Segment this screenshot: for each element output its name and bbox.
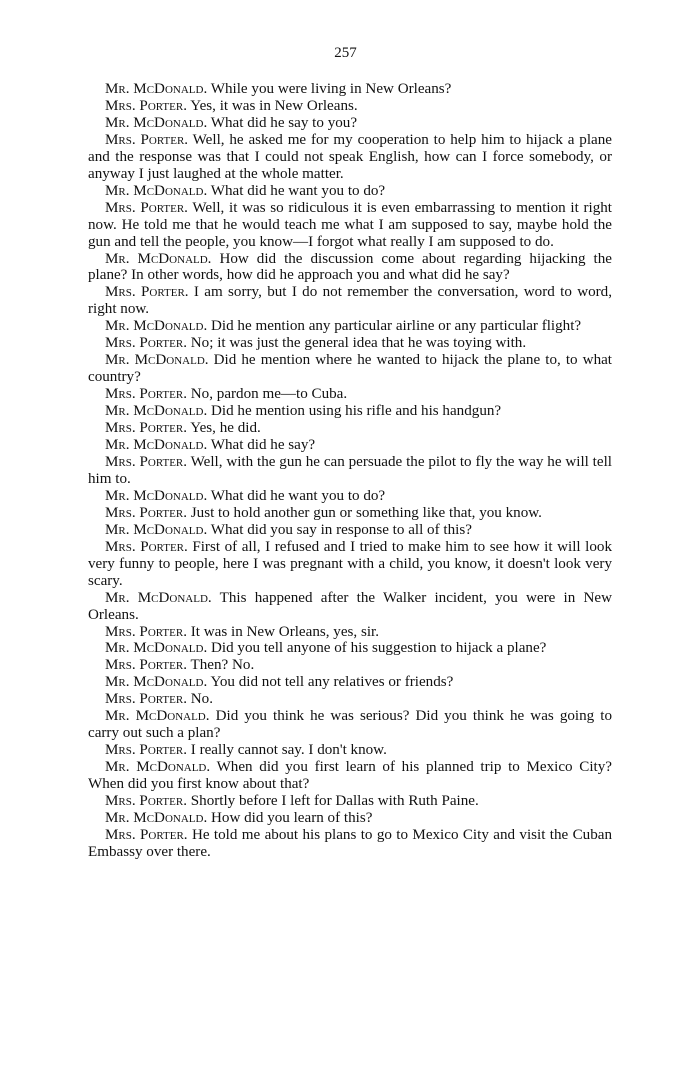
testimony-paragraph [88, 742, 612, 759]
testimony-paragraph [88, 132, 612, 183]
speaker-label: Mr. McDonald. [105, 318, 208, 335]
testimony-text: Well, he asked me for my cooperation to help him to hijack a plane and the response was that I could not speak English, how can I force somebody, or anyway I just laughed at the whole matter. [88, 131, 612, 182]
testimony-text: Yes, he did. [190, 420, 261, 437]
testimony-paragraph [88, 420, 612, 437]
testimony-text: Well, with the gun he can persuade the pilot to fly the way he will tell him to. [88, 453, 612, 487]
testimony-paragraph [88, 454, 612, 488]
speaker-label: Mr. McDonald. [105, 809, 208, 826]
testimony-text: This happened after the Walker incident, you were in New Orleans. [88, 589, 612, 623]
testimony-paragraph [88, 98, 612, 115]
testimony-text: While you were living in New Orleans? [210, 81, 452, 97]
testimony-paragraph [88, 352, 612, 386]
testimony-paragraph [88, 640, 612, 657]
testimony-paragraph [88, 200, 612, 251]
testimony-paragraph [88, 403, 612, 420]
speaker-label: Mr. McDonald. [105, 521, 208, 538]
testimony-paragraph [88, 335, 612, 352]
testimony-text: Did he mention using his rifle and his handgun? [211, 403, 502, 420]
speaker-label: Mrs. Porter. [105, 284, 189, 301]
speaker-label: Mr. McDonald. [105, 352, 209, 369]
testimony-text: No, pardon me—to Cuba. [190, 386, 348, 403]
testimony-paragraph [88, 284, 612, 318]
speaker-label: Mrs. Porter. [105, 623, 187, 640]
testimony-paragraph [88, 386, 612, 403]
testimony-text: What did he say to you? [210, 114, 358, 131]
speaker-label: Mrs. Porter. [105, 826, 188, 843]
testimony-text: Did you tell anyone of his suggestion to hijack a plane? [211, 640, 547, 657]
testimony-text: Well, it was so ridiculous it is even embarrassing to mention it right now. He told me that he would teach me what I am supposed to say, maybe hold the gun and tell the people, you know—I forgot what really I am supposed to do. [88, 199, 612, 250]
speaker-label: Mrs. Porter. [105, 386, 187, 403]
testimony-text: I really cannot say. I don't know. [190, 742, 387, 759]
page-number: 257 [334, 45, 357, 61]
testimony-paragraph [88, 183, 612, 200]
speaker-label: Mrs. Porter. [105, 657, 187, 674]
testimony-text: You did not tell any relatives or friends? [210, 674, 454, 691]
speaker-label: Mr. McDonald. [105, 759, 211, 776]
speaker-label: Mrs. Porter. [105, 504, 187, 521]
speaker-label: Mr. McDonald. [105, 182, 208, 199]
speaker-label: Mrs. Porter. [105, 420, 187, 437]
speaker-label: Mr. McDonald. [105, 403, 208, 420]
testimony-paragraph [88, 657, 612, 674]
speaker-label: Mr. McDonald. [105, 487, 208, 504]
testimony-text: It was in New Orleans, yes, sir. [190, 623, 379, 640]
testimony-text: Did you think he was serious? Did you think he was going to carry out such a plan? [88, 708, 613, 742]
speaker-label: Mrs. Porter. [105, 199, 188, 216]
testimony-paragraph [88, 590, 612, 624]
speaker-label: Mr. McDonald. [105, 81, 208, 97]
testimony-paragraph [88, 81, 612, 98]
testimony-paragraph [88, 505, 612, 522]
testimony-paragraph [88, 691, 612, 708]
testimony-text: How did you learn of this? [211, 809, 373, 826]
testimony-text: When did you first learn of his planned trip to Mexico City? When did you first know about that? [88, 759, 612, 793]
testimony-text: Did he mention any particular airline or any particular flight? [211, 318, 582, 335]
testimony-text: Yes, it was in New Orleans. [190, 97, 358, 114]
speaker-label: Mrs. Porter. [105, 335, 187, 352]
testimony-text: What did he want you to do? [210, 182, 386, 199]
speaker-label: Mr. McDonald. [105, 708, 210, 725]
speaker-label: Mrs. Porter. [105, 453, 188, 470]
testimony-text: First of all, I refused and I tried to make him to see how it will look very funny to people, here I was pregnant with a child, you know, it doesn't look very scary. [88, 538, 612, 589]
speaker-label: Mrs. Porter. [105, 793, 187, 810]
speaker-label: Mrs. Porter. [105, 538, 188, 555]
testimony-paragraph [88, 810, 612, 827]
transcript-body [88, 81, 612, 861]
testimony-paragraph [88, 759, 612, 793]
speaker-label: Mr. McDonald. [105, 640, 208, 657]
testimony-text: Then? No. [190, 657, 255, 674]
speaker-label: Mr. McDonald. [105, 114, 208, 131]
testimony-paragraph [88, 115, 612, 132]
testimony-text: I am sorry, but I do not remember the conversation, word to word, right now. [88, 284, 612, 318]
testimony-paragraph [88, 318, 612, 335]
speaker-label: Mr. McDonald. [105, 589, 212, 606]
speaker-label: Mrs. Porter. [105, 691, 187, 708]
speaker-label: Mrs. Porter. [105, 742, 187, 759]
testimony-text: What did you say in response to all of this? [210, 521, 472, 538]
testimony-paragraph [88, 793, 612, 810]
speaker-label: Mr. McDonald. [105, 674, 208, 691]
testimony-text: No. [190, 691, 214, 708]
testimony-text: Just to hold another gun or something like that, you know. [190, 504, 542, 521]
testimony-paragraph [88, 624, 612, 641]
testimony-paragraph [88, 674, 612, 691]
testimony-text: How did the discussion come about regarding hijacking the plane? In other words, how did he approach you and what did he say? [88, 250, 612, 284]
speaker-label: Mr. McDonald. [105, 250, 212, 267]
testimony-text: What did he say? [210, 437, 316, 454]
testimony-paragraph [88, 488, 612, 505]
testimony-text: What did he want you to do? [210, 487, 386, 504]
testimony-paragraph [88, 539, 612, 590]
speaker-label: Mr. McDonald. [105, 437, 208, 454]
testimony-text: He told me about his plans to go to Mexico City and visit the Cuban Embassy over there. [88, 826, 612, 860]
testimony-paragraph [88, 437, 612, 454]
testimony-paragraph [88, 708, 612, 742]
testimony-paragraph [88, 827, 612, 861]
speaker-label: Mrs. Porter. [105, 97, 187, 114]
testimony-text: Did he mention where he wanted to hijack the plane to, to what country? [88, 352, 613, 386]
testimony-text: No; it was just the general idea that he was toying with. [190, 335, 527, 352]
speaker-label: Mrs. Porter. [105, 131, 189, 148]
testimony-paragraph [88, 522, 612, 539]
testimony-paragraph [88, 251, 612, 285]
testimony-text: Shortly before I left for Dallas with Ruth Paine. [190, 793, 479, 810]
